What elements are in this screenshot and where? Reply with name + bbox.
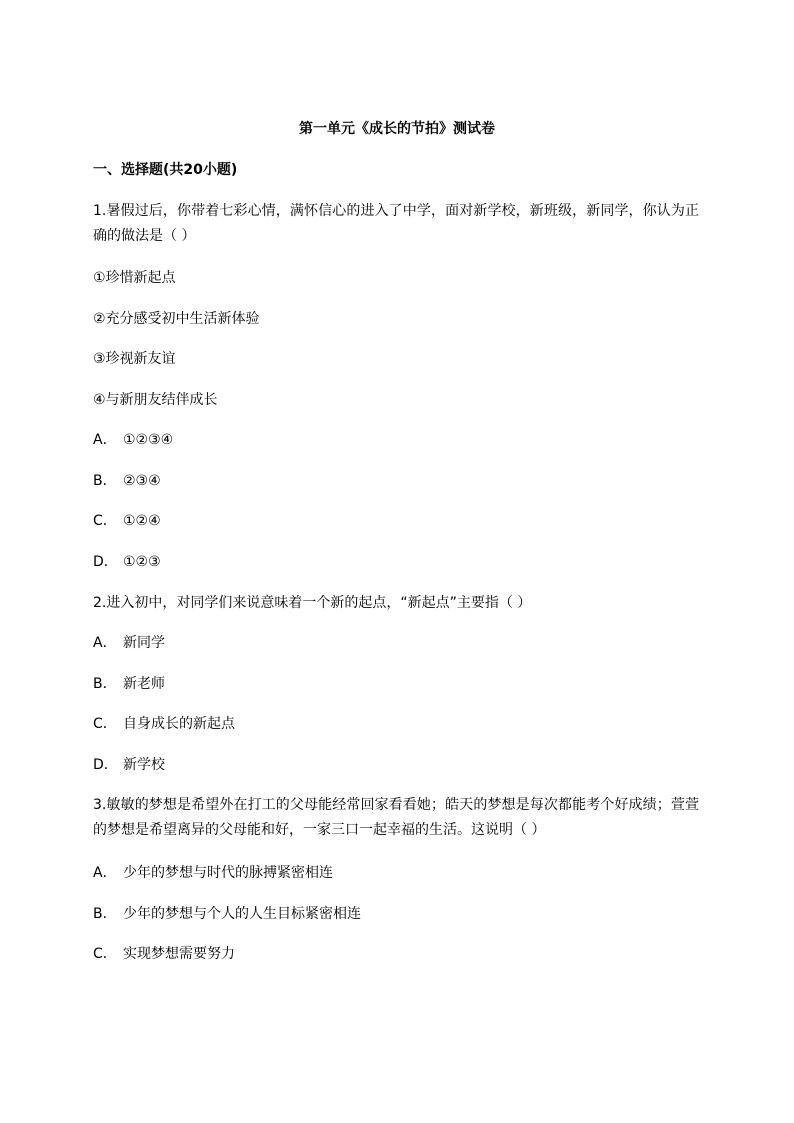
option-text: ①②④ [123, 513, 161, 529]
option-text: 新学校 [123, 757, 165, 773]
option-text: 新同学 [123, 635, 165, 651]
option-text: 实现梦想需要努力 [123, 946, 235, 962]
option-letter: A． [93, 432, 117, 448]
question-3-option-a[interactable] [93, 863, 703, 883]
option-letter: B． [93, 676, 117, 692]
option-letter: C． [93, 946, 117, 962]
option-letter: B． [93, 473, 117, 489]
question-2-option-b[interactable] [93, 674, 703, 694]
option-letter: D． [93, 757, 118, 773]
question-2-option-d[interactable] [93, 755, 703, 775]
question-1-option-a[interactable] [93, 430, 703, 450]
question-3-option-c[interactable] [93, 944, 703, 964]
option-text: 少年的梦想与时代的脉搏紧密相连 [123, 865, 333, 881]
question-2-option-c[interactable] [93, 714, 703, 734]
document-title: 第一单元《成长的节拍》测试卷 [299, 121, 495, 137]
question-2-stem: 2.进入初中，对同学们来说意味着一个新的起点，“新起点”主要指（ ） [93, 595, 532, 611]
option-text: 少年的梦想与个人的人生目标紧密相连 [123, 906, 361, 922]
question-1-statement-4: ④与新朋友结伴成长 [93, 392, 218, 408]
question-3-option-b[interactable] [93, 904, 703, 924]
option-letter: B． [93, 906, 117, 922]
section-heading: 一、选择题(共20小题) [93, 162, 238, 178]
option-letter: C． [93, 513, 117, 529]
option-text: 自身成长的新起点 [123, 716, 235, 732]
question-1-statement-3: ③珍视新友谊 [93, 351, 176, 367]
question-3-stem: 3.敏敏的梦想是希望外在打工的父母能经常回家看看她；皓天的梦想是每次都能考个好成绩；萱萱的梦想是希望离异的父母能和好，一家三口一起幸福的生活。这说明（ ） [93, 797, 699, 838]
question-1-statement-1: ①珍惜新起点 [93, 270, 176, 286]
option-letter: D． [93, 554, 118, 570]
option-text: ②③④ [123, 473, 161, 489]
option-text: 新老师 [123, 676, 165, 692]
question-1-statement-2: ②充分感受初中生活新体验 [93, 311, 260, 327]
option-text: ①②③④ [123, 432, 174, 448]
question-2-option-a[interactable] [93, 633, 703, 653]
question-1-option-b[interactable] [93, 471, 703, 491]
option-letter: C． [93, 716, 117, 732]
option-text: ①②③ [123, 554, 161, 570]
question-1-stem: 1.暑假过后，你带着七彩心情，满怀信心的进入了中学，面对新学校，新班级，新同学，你认为正确的做法是（ ） [93, 203, 699, 244]
question-1-option-d[interactable] [93, 552, 703, 572]
question-1-option-c[interactable] [93, 511, 703, 531]
option-letter: A． [93, 635, 117, 651]
option-letter: A． [93, 865, 117, 881]
